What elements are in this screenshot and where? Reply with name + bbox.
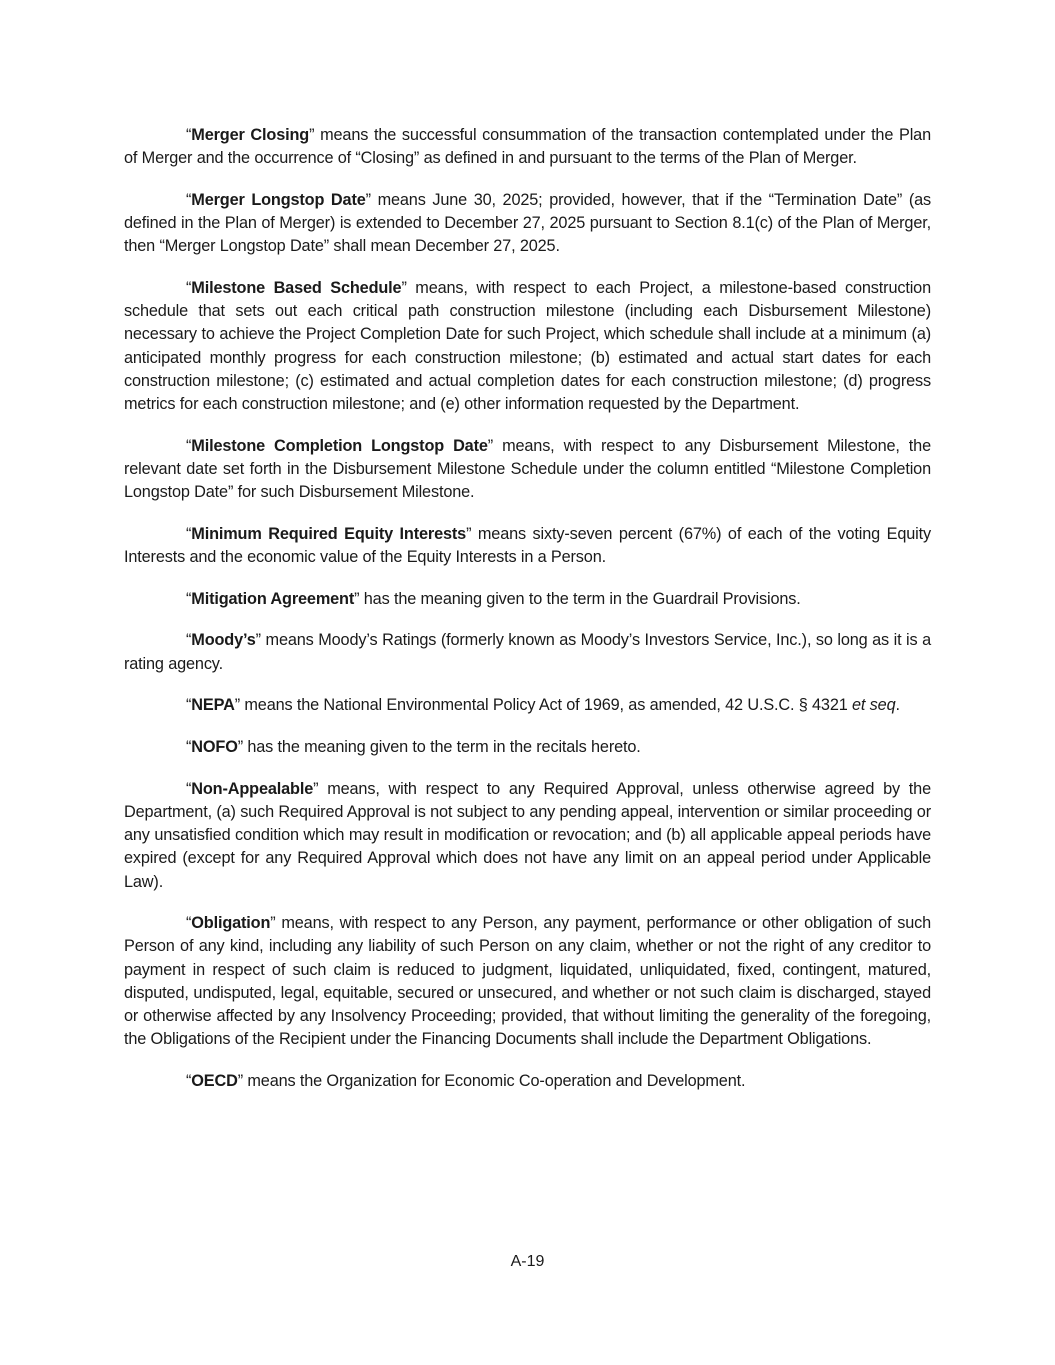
defined-term: Merger Closing xyxy=(191,126,310,144)
definition-obligation: “Obligation” means, with respect to any Person, any payment, performance or other obligation of such Person of any kind, including any liability of such Person on any claim, whether or not the right of any creditor to payment in respect of such claim is reduced to judgment, liquidated, unliquidated, fixed, contingent, matured, disputed, undisputed, legal, equitable, secured or unsecured, and whether or not such claim is discharged, stayed or otherwise affected by any Insolvency Proceeding; provided, that without limiting the generality of the foregoing, the Obligations of the Recipient under the Financing Documents shall include the Department Obligations. xyxy=(124,914,931,1049)
definition-milestone-based-schedule: “Milestone Based Schedule” means, with respect to each Project, a milestone-based construction schedule that sets out each critical path construction milestone (including each Disbursement Milestone) necessary to achieve the Project Completion Date for such Project, which schedule shall include at a minimum (a) anticipated monthly progress for each construction milestone; (b) estimated and actual start dates for each construction milestone; (c) estimated and actual completion dates for each construction milestone; (d) progress metrics for each construction milestone; and (e) other information requested by the Department. xyxy=(124,279,931,414)
definition-text: means the successful consummation of the transaction contemplated under the Plan of Merger and the occurrence of “Closing” as defined in and pursuant to the terms of the Plan of Merger. xyxy=(124,126,931,168)
definition-italic-text: et seq xyxy=(852,696,896,715)
definition-nepa: “NEPA” means the National Environmental Policy Act of 1969, as amended, 42 U.S.C. § 4321 et seq. xyxy=(186,696,900,715)
definition-text: means, with respect to any Required Approval, unless otherwise agreed by the Department, (a) such Required Approval is not subject to any pending appeal, intervention or similar proceeding or any unsatisfied condition which may result in modification or revocation; and (b) all applicable appeal periods have expired (except for any Required Approval which does not have any limit on an appeal period under Applicable Law). xyxy=(124,779,931,891)
definition-text: means the National Environmental Policy Act of 1969, as amended, 42 U.S.C. § 4321 xyxy=(240,696,853,715)
definition-text: has the meaning given to the term in the Guardrail Provisions. xyxy=(359,589,801,608)
defined-term: Milestone Completion Longstop Date xyxy=(191,436,488,455)
definition-merger-closing: “Merger Closing” means the successful consummation of the transaction contemplated under the Plan of Merger and the occurrence of “Closing” as defined in and pursuant to the terms of the Plan of Merger. xyxy=(124,126,931,168)
definition-text: means, with respect to any Person, any payment, performance or other obligation of such Person of any kind, including any liability of such Person on any claim, whether or not the right of any creditor to payment in respect of such claim is reduced to judgment, liquidated, unliquidated, fixed, contingent, matured, disputed, undisputed, legal, equitable, secured or unsecured, and whether or not such claim is discharged, stayed or otherwise affected by any Insolvency Proceeding; provided, that without limiting the generality of the foregoing, the Obligations of the Recipient under the Financing Documents shall include the Department Obligations. xyxy=(124,914,931,1049)
defined-term: Moody’s xyxy=(191,631,256,650)
defined-term: Mitigation Agreement xyxy=(191,589,355,608)
definition-text-end: . xyxy=(895,696,900,715)
definition-non-appealable: “Non-Appealable” means, with respect to any Required Approval, unless otherwise agreed by the Department, (a) such Required Approval is not subject to any pending appeal, intervention or similar proceeding or any unsatisfied condition which may result in modification or revocation; and (b) all applicable appeal periods have expired (except for any Required Approval which does not have any limit on an appeal period under Applicable Law). xyxy=(124,779,931,891)
defined-term: OECD xyxy=(191,1072,238,1090)
definition-text: means June 30, 2025; provided, however, that if the “Termination Date” (as defined in the Plan of Merger) is extended to December 27, 2025 pursuant to Section 8.1(c) of the Plan of Merger, then “Merger Longstop Date” shall mean December 27, 2025. xyxy=(124,190,931,256)
defined-term: NOFO xyxy=(191,738,238,757)
definition-nofo: “NOFO” has the meaning given to the term in the recitals hereto. xyxy=(186,738,641,757)
definition-text: means, with respect to each Project, a milestone-based construction schedule that sets out each critical path construction milestone (including each Disbursement Milestone) necessary to achieve the Project Completion Date for such Project, which schedule shall include at a minimum (a) anticipated monthly progress for each construction milestone; (b) estimated and actual start dates for each construction milestone; (c) estimated and actual completion dates for each construction milestone; (d) progress metrics for each construction milestone; and (e) other information requested by the Department. xyxy=(124,279,931,414)
definition-minimum-required-equity-interests: “Minimum Required Equity Interests” means sixty-seven percent (67%) of each of the voting Equity Interests and the economic value of the Equity Interests in a Person. xyxy=(124,524,931,567)
defined-term: Obligation xyxy=(191,914,271,933)
defined-term: Non-Appealable xyxy=(191,779,314,798)
definition-text: means the Organization for Economic Co-operation and Development. xyxy=(243,1072,746,1090)
definition-milestone-completion-longstop-date: “Milestone Completion Longstop Date” means, with respect to any Disbursement Milestone, the relevant date set forth in the Disbursement Milestone Schedule under the column entitled “Milestone Completion Longstop Date” for such Disbursement Milestone. xyxy=(124,436,931,502)
definition-text: means Moody’s Ratings (formerly known as Moody’s Investors Service, Inc.), so long as it is a rating agency. xyxy=(124,631,931,673)
definition-text: has the meaning given to the term in the recitals hereto. xyxy=(243,738,641,757)
page-number: A-19 xyxy=(510,1253,545,1270)
defined-term: Minimum Required Equity Interests xyxy=(191,524,467,543)
defined-term: Merger Longstop Date xyxy=(191,190,366,209)
definition-mitigation-agreement: “Mitigation Agreement” has the meaning given to the term in the Guardrail Provisions. xyxy=(186,589,801,608)
definition-text: means sixty-seven percent (67%) of each of the voting Equity Interests and the economic value of the Equity Interests in a Person. xyxy=(124,524,931,567)
defined-term: Milestone Based Schedule xyxy=(191,279,402,298)
definition-text: means, with respect to any Disbursement Milestone, the relevant date set forth in the Disbursement Milestone Schedule under the column entitled “Milestone Completion Longstop Date” for such Disbursement Milestone. xyxy=(124,436,931,502)
definition-merger-longstop-date: “Merger Longstop Date” means June 30, 2025; provided, however, that if the “Termination Date” (as defined in the Plan of Merger) is extended to December 27, 2025 pursuant to Section 8.1(c) of the Plan of Merger, then “Merger Longstop Date” shall mean December 27, 2025. xyxy=(124,190,931,256)
document-body xyxy=(124,124,931,1112)
defined-term: NEPA xyxy=(191,696,235,715)
definition-moodys: “Moody’s” means Moody’s Ratings (formerly known as Moody’s Investors Service, Inc.), so long as it is a rating agency. xyxy=(124,631,931,673)
definition-oecd: “OECD” means the Organization for Economic Co-operation and Development. xyxy=(186,1072,746,1090)
